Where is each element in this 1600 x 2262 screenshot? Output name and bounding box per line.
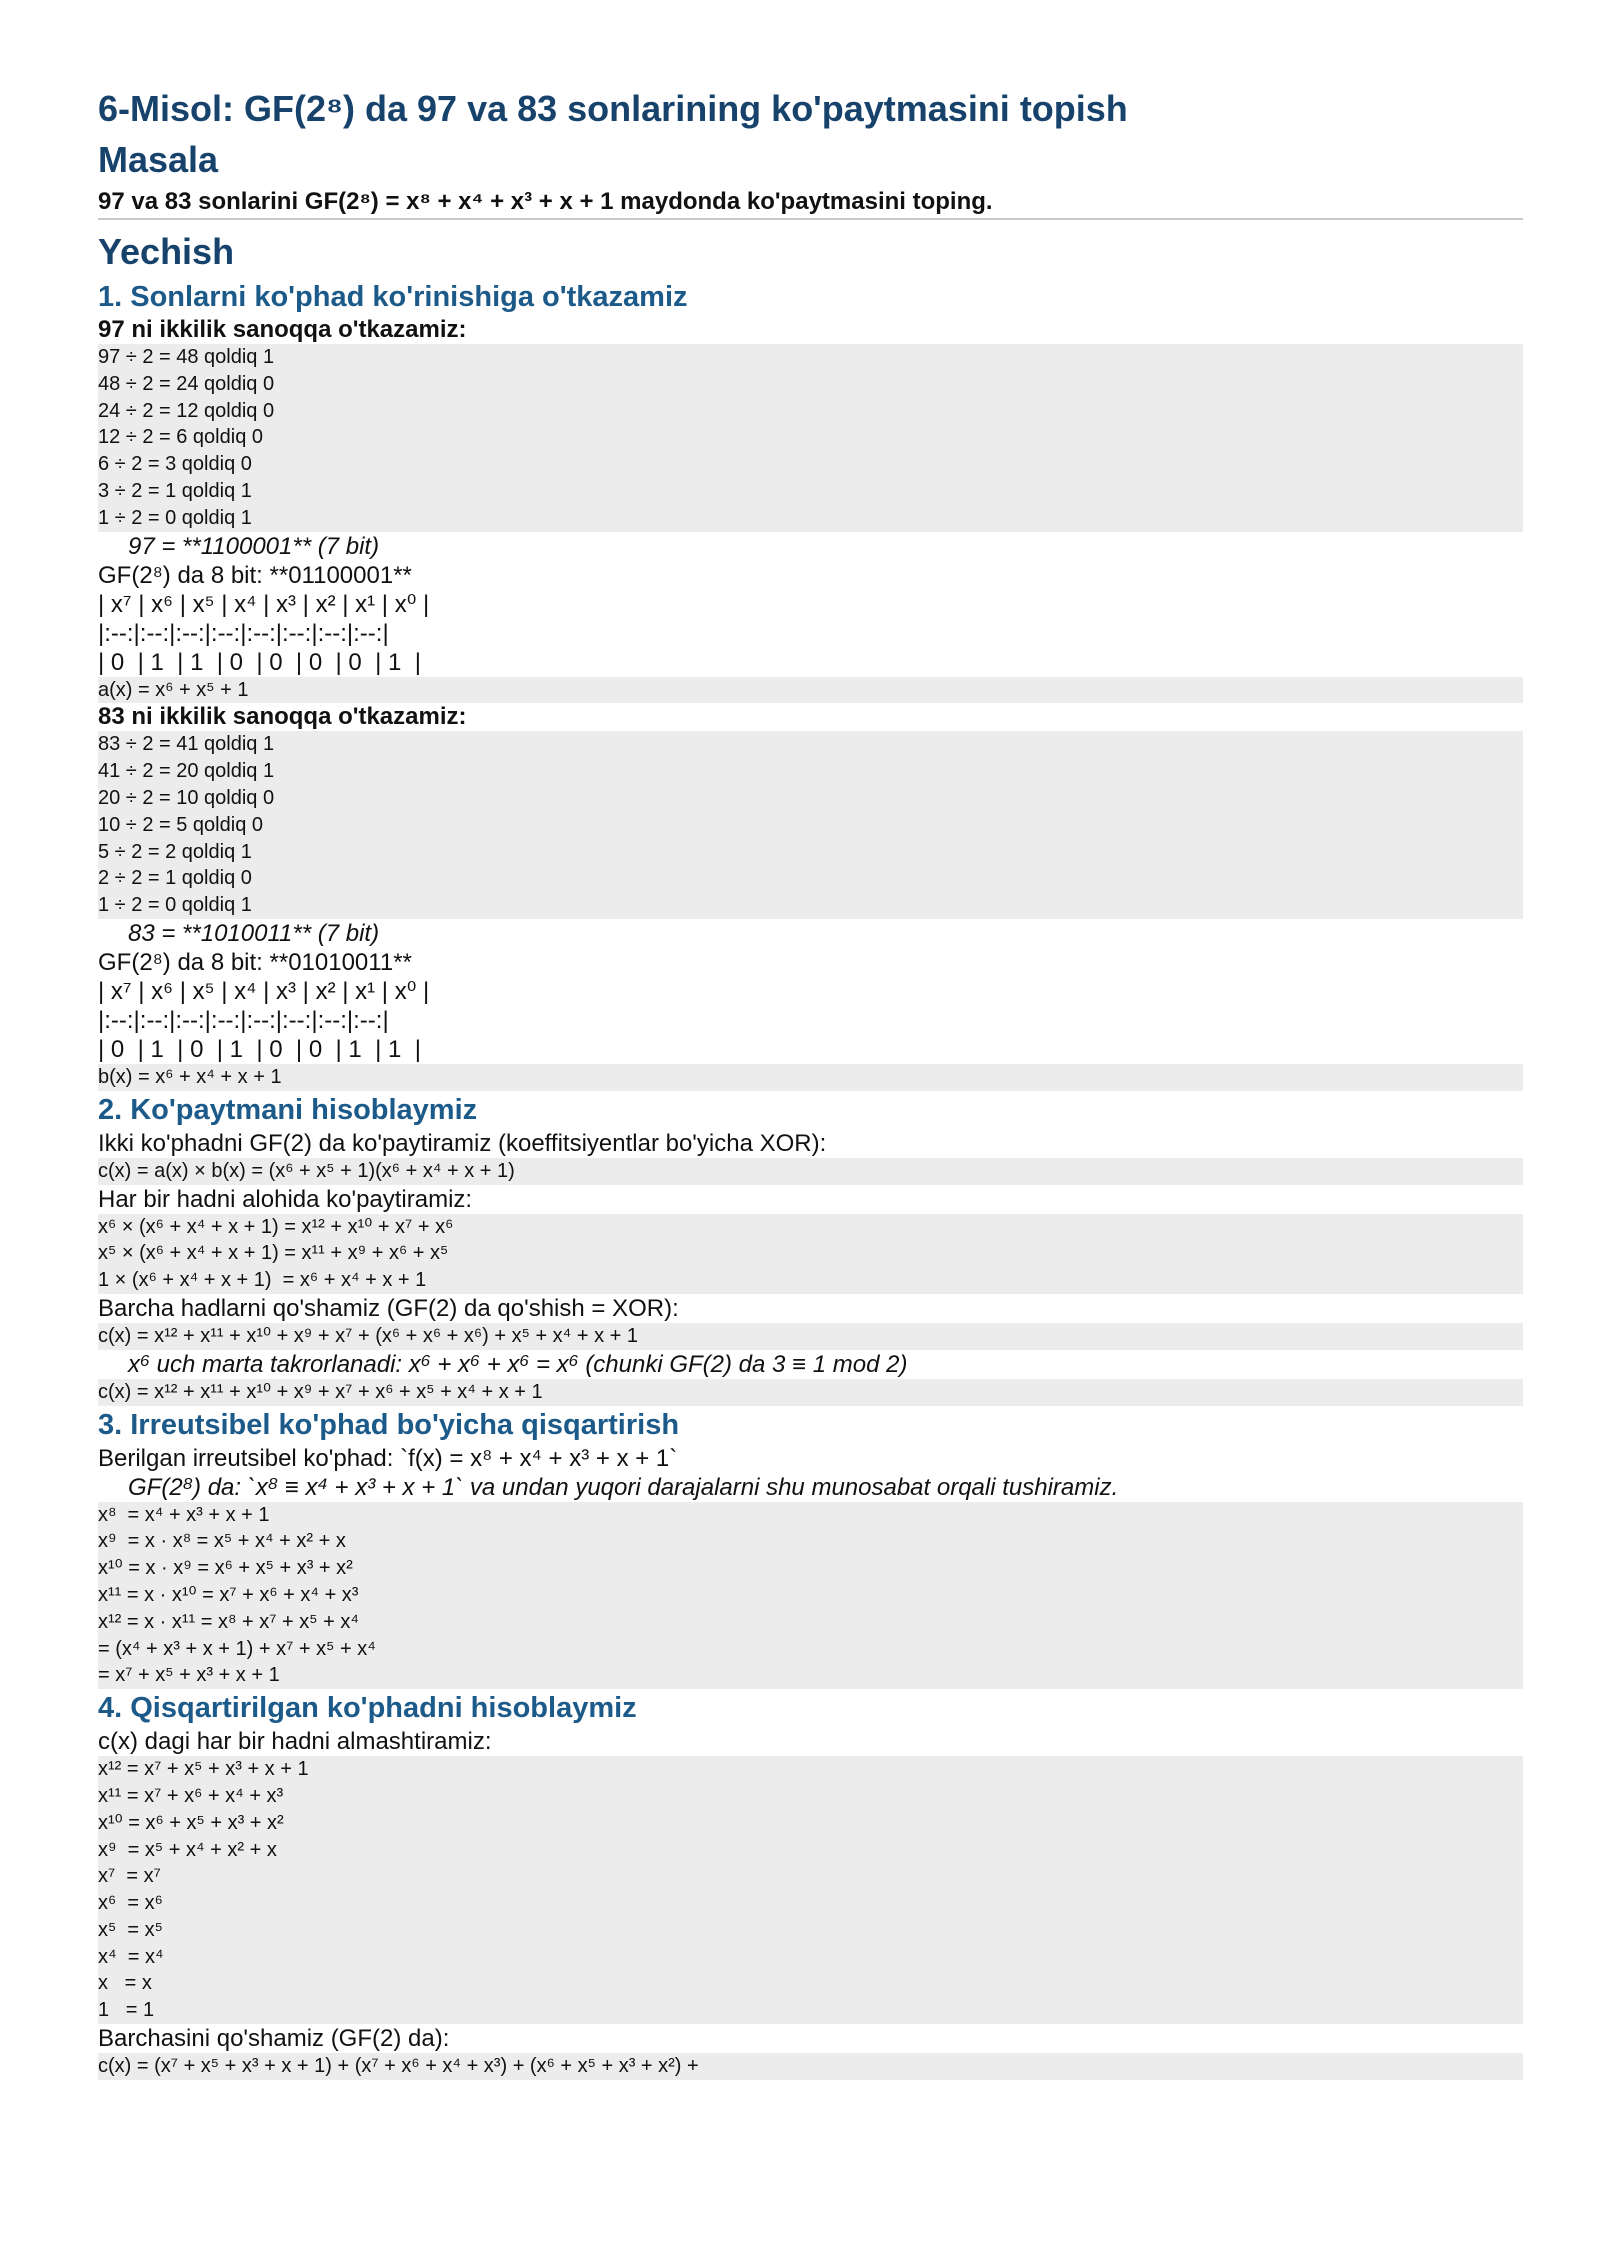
- page-title: 6-Misol: GF(2⁸) da 97 va 83 sonlarining ko'paytmasini topish: [98, 88, 1128, 129]
- binary-result: 83 = **1010011** (7 bit): [128, 919, 380, 947]
- masala-heading: Masala: [98, 139, 219, 180]
- poly-line: b(x) = x⁶ + x⁴ + x + 1: [98, 1064, 1523, 1091]
- step1a-label: 97 ni ikkilik sanoqqa o'tkazamiz:: [98, 316, 467, 343]
- division-line: 1 ÷ 2 = 0 qoldiq 1: [98, 505, 1523, 532]
- division-line: 24 ÷ 2 = 12 qoldiq 0: [98, 398, 1523, 425]
- each-intro: Har bir hadni alohida ko'paytiramiz:: [98, 1185, 473, 1213]
- bit8-line: GF(2⁸) da 8 bit: **01010011**: [98, 948, 412, 976]
- substitution-line: x⁷ = x⁷: [98, 1863, 1523, 1890]
- substitution-line: x⁶ = x⁶: [98, 1890, 1523, 1917]
- bit-table-row: | 0 | 1 | 0 | 1 | 0 | 0 | 1 | 1 |: [98, 1035, 421, 1063]
- reduction-line: x⁹ = x · x⁸ = x⁵ + x⁴ + x² + x: [98, 1528, 1523, 1555]
- substitution-line: x¹² = x⁷ + x⁵ + x³ + x + 1: [98, 1756, 1523, 1783]
- yechish-heading: Yechish: [98, 231, 235, 272]
- division-line: 83 ÷ 2 = 41 qoldiq 1: [98, 731, 1523, 758]
- division-line: 48 ÷ 2 = 24 qoldiq 0: [98, 371, 1523, 398]
- step4-sum-intro: Barchasini qo'shamiz (GF(2) da):: [98, 2025, 450, 2053]
- sum-intro: Barcha hadlarni qo'shamiz (GF(2) da qo'shish = XOR):: [98, 1294, 679, 1322]
- division-line: 5 ÷ 2 = 2 qoldiq 1: [98, 839, 1523, 866]
- step4-sum-line: c(x) = (x⁷ + x⁵ + x³ + x + 1) + (x⁷ + x⁶ + x⁴ + x³) + (x⁶ + x⁵ + x³ + x²) +: [98, 2053, 1523, 2080]
- bit-table-row: | 0 | 1 | 1 | 0 | 0 | 0 | 0 | 1 |: [98, 648, 421, 676]
- step1-heading: 1. Sonlarni ko'phad ko'rinishiga o'tkazamiz: [98, 281, 688, 313]
- substitution-line: x = x: [98, 1970, 1523, 1997]
- division-line: 1 ÷ 2 = 0 qoldiq 1: [98, 892, 1523, 919]
- masala-text: 97 va 83 sonlarini GF(2⁸) = x⁸ + x⁴ + x³ + x + 1 maydonda ko'paytmasini toping.: [98, 188, 993, 215]
- reduction-line: x⁸ = x⁴ + x³ + x + 1: [98, 1502, 1523, 1529]
- final-product-line: c(x) = x¹² + x¹¹ + x¹⁰ + x⁹ + x⁷ + x⁶ + x⁵ + x⁴ + x + 1: [98, 1379, 1523, 1406]
- bit-table-header: | x⁷ | x⁶ | x⁵ | x⁴ | x³ | x² | x¹ | x⁰ |: [98, 590, 430, 618]
- division-line: 20 ÷ 2 = 10 qoldiq 0: [98, 785, 1523, 812]
- product-line: c(x) = a(x) × b(x) = (x⁶ + x⁵ + 1)(x⁶ + x⁴ + x + 1): [98, 1158, 1523, 1185]
- reduction-line: = x⁷ + x⁵ + x³ + x + 1: [98, 1662, 1523, 1689]
- reduction-line: = (x⁴ + x³ + x + 1) + x⁷ + x⁵ + x⁴: [98, 1636, 1523, 1663]
- term-product-line: x⁵ × (x⁶ + x⁴ + x + 1) = x¹¹ + x⁹ + x⁶ + x⁵: [98, 1240, 1523, 1267]
- substitution-line: x⁵ = x⁵: [98, 1917, 1523, 1944]
- substitution-line: x¹¹ = x⁷ + x⁶ + x⁴ + x³: [98, 1783, 1523, 1810]
- term-product-line: x⁶ × (x⁶ + x⁴ + x + 1) = x¹² + x¹⁰ + x⁷ + x⁶: [98, 1214, 1523, 1241]
- division-line: 2 ÷ 2 = 1 qoldiq 0: [98, 865, 1523, 892]
- step2-heading: 2. Ko'paytmani hisoblaymiz: [98, 1093, 478, 1126]
- bit-table-header: | x⁷ | x⁶ | x⁵ | x⁴ | x³ | x² | x¹ | x⁰ |: [98, 977, 430, 1005]
- substitution-line: x⁹ = x⁵ + x⁴ + x² + x: [98, 1837, 1523, 1864]
- xor-note: x⁶ uch marta takrorlanadi: x⁶ + x⁶ + x⁶ = x⁶ (chunki GF(2) da 3 ≡ 1 mod 2): [128, 1350, 908, 1378]
- sum-line: c(x) = x¹² + x¹¹ + x¹⁰ + x⁹ + x⁷ + (x⁶ + x⁶ + x⁶) + x⁵ + x⁴ + x + 1: [98, 1323, 1523, 1350]
- step3-heading: 3. Irreutsibel ko'phad bo'yicha qisqartirish: [98, 1408, 680, 1441]
- reduction-line: x¹² = x · x¹¹ = x⁸ + x⁷ + x⁵ + x⁴: [98, 1609, 1523, 1636]
- reduction-line: x¹⁰ = x · x⁹ = x⁶ + x⁵ + x³ + x²: [98, 1555, 1523, 1582]
- bit8-line: GF(2⁸) da 8 bit: **01100001**: [98, 561, 412, 589]
- reduction-note: GF(2⁸) da: `x⁸ ≡ x⁴ + x³ + x + 1` va undan yuqori darajalarni shu munosabat orqali tushiramiz.: [128, 1473, 1119, 1501]
- step2-intro: Ikki ko'phadni GF(2) da ko'paytiramiz (koeffitsiyentlar bo'yicha XOR):: [98, 1129, 827, 1157]
- division-line: 10 ÷ 2 = 5 qoldiq 0: [98, 812, 1523, 839]
- poly-line: a(x) = x⁶ + x⁵ + 1: [98, 677, 1523, 704]
- step1b-label: 83 ni ikkilik sanoqqa o'tkazamiz:: [98, 703, 467, 731]
- bit-table-separator: |:--:|:--:|:--:|:--:|:--:|:--:|:--:|:--:|: [98, 1006, 389, 1034]
- step4-heading: 4. Qisqartirilgan ko'phadni hisoblaymiz: [98, 1692, 637, 1725]
- divider: [98, 218, 1523, 220]
- division-line: 3 ÷ 2 = 1 qoldiq 1: [98, 478, 1523, 505]
- division-line: 12 ÷ 2 = 6 qoldiq 0: [98, 424, 1523, 451]
- term-product-line: 1 × (x⁶ + x⁴ + x + 1) = x⁶ + x⁴ + x + 1: [98, 1267, 1523, 1294]
- division-line: 6 ÷ 2 = 3 qoldiq 0: [98, 451, 1523, 478]
- step4-intro: c(x) dagi har bir hadni almashtiramiz:: [98, 1728, 492, 1756]
- substitution-line: x¹⁰ = x⁶ + x⁵ + x³ + x²: [98, 1810, 1523, 1837]
- bit-table-separator: |:--:|:--:|:--:|:--:|:--:|:--:|:--:|:--:|: [98, 619, 389, 647]
- irreducible-given: Berilgan irreutsibel ko'phad: `f(x) = x⁸ + x⁴ + x³ + x + 1`: [98, 1444, 678, 1472]
- document: [98, 84, 1523, 2080]
- division-line: 97 ÷ 2 = 48 qoldiq 1: [98, 344, 1523, 371]
- division-line: 41 ÷ 2 = 20 qoldiq 1: [98, 758, 1523, 785]
- binary-result: 97 = **1100001** (7 bit): [128, 532, 380, 560]
- substitution-line: x⁴ = x⁴: [98, 1944, 1523, 1971]
- substitution-line: 1 = 1: [98, 1997, 1523, 2024]
- reduction-line: x¹¹ = x · x¹⁰ = x⁷ + x⁶ + x⁴ + x³: [98, 1582, 1523, 1609]
